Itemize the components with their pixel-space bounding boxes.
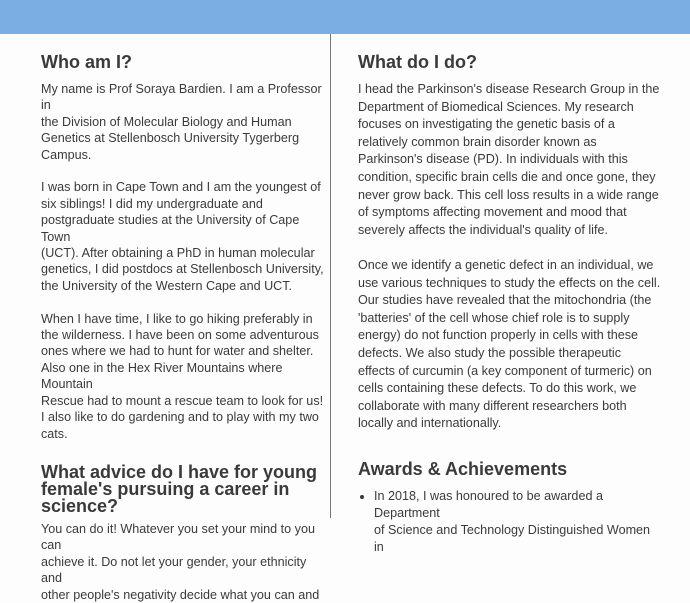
who-paragraph-2: I was born in Cape Town and I am the youngest of six siblings! I did my undergraduate and postgraduate studies at the University of Cape Town (UCT). After obtaining a PhD in human molecular genetics, I did postdocs at Stellenbosch University, the University of the Western Cape and UCT. (41, 180, 324, 293)
awards-heading: Awards & Achievements (358, 458, 568, 479)
advice-heading: What advice do I have for young female's pursuing a career in science? (41, 461, 318, 516)
column-divider (330, 34, 331, 518)
advice-paragraph-1: You can do it! Whatever you set your mind to you can achieve it. Do not let your gender, your ethnicity and other people's negativity decide what you can and (41, 521, 320, 602)
header-bar (0, 0, 690, 34)
left-column (41, 52, 326, 603)
right-column (358, 52, 663, 556)
who-paragraph-3: When I have time, I like to go hiking preferably in the wilderness. I have been on some adventurous ones where we had to hunt for water and shelter. Also one in the Hex River Mountains where Mountain Rescue had to mount a rescue team to look for us! I also like to do gardening and to play with my two cats. (41, 311, 324, 441)
what-do-i-do-heading: What do I do? (358, 52, 477, 72)
award-item: • In 2018, I was honoured to be awarded a Department of Science and Technology Distinguished Women in (374, 488, 663, 556)
who-paragraph-1: My name is Prof Soraya Bardien. I am a Professor in the Division of Molecular Biology and Human Genetics at Stellenbosch University Tygerberg Campus. (41, 82, 322, 162)
awards-list (358, 488, 663, 556)
what-paragraph-2: Once we identify a genetic defect in an individual, we use various techniques to study the effects on the cell. Our studies have revealed that the mitochondria (the 'batteries' of the cell whose chief role is to supply energy) do not function properly in cells with these defects. We also study the possible therapeutic effects of curcumin (a key component of turmeric) on cells containing these defects. To do this work, we collaborate with many different researchers both locally and internationally. (358, 257, 661, 431)
what-paragraph-1: I head the Parkinson's disease Research Group in the Department of Biomedical Sciences. My research focuses on investigating the genetic basis of a relatively common brain disorder known as Parkinson's disease (PD). In individuals with this condition, specific brain cells die and once gone, they never grow back. This cell loss results in a wide range of symptoms affecting movement and mood that severely affects the individual's quality of life. (358, 82, 660, 237)
who-am-i-heading: Who am I? (41, 52, 132, 72)
